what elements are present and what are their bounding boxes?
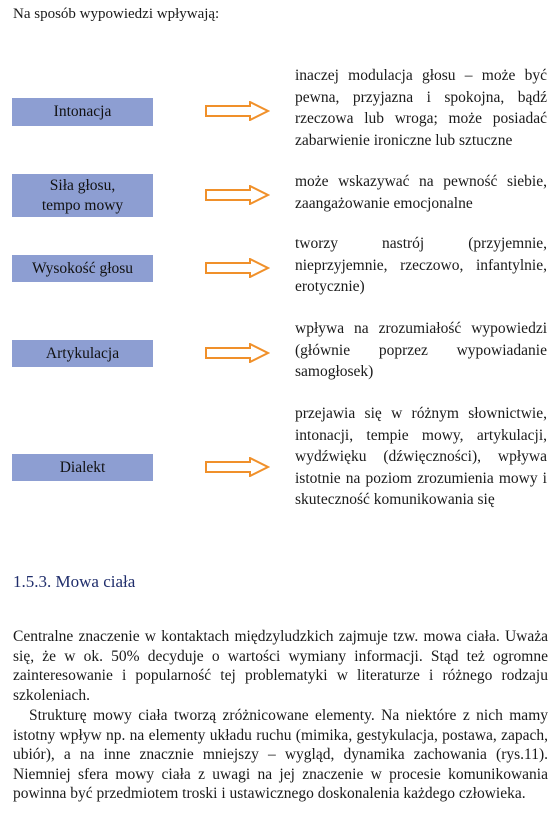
- desc-artykulacja: wpływa na zrozumiałość wypowiedzi (głównie poprzez wypowiadanie samogłosek): [295, 320, 547, 380]
- arrow-right-icon: [204, 185, 270, 205]
- intro-text: Na sposób wypowiedzi wpływają:: [13, 6, 220, 22]
- section-heading: 1.5.3. Mowa ciała: [13, 572, 136, 591]
- arrow-right-icon: [204, 101, 270, 121]
- arrow-right-icon: [204, 343, 270, 363]
- paragraph: Strukturę mowy ciała tworzą zróżnicowane elementy. Na niektóre z nich mamy istotny wpływ np. na elementy układu ruchu (mimika, gestykulacja, postawa, zapach, ubiór), a na inne znacznie mniejszy – wygląd, dynamika zachowania (rys.11). Niemniej sfera mowy ciała z uwagi na jej znaczenie w procesie komunikowania powinna być przedmiotem troski i ustawicznego doskonalenia każdego człowieka.: [13, 707, 548, 803]
- label-artykulacja: Artykulacja: [12, 340, 153, 367]
- arrow-right-icon: [204, 457, 270, 477]
- desc-sila-glosu: może wskazywać na pewność siebie, zaangażowanie emocjonalne: [295, 173, 547, 212]
- label-dialekt: Dialekt: [12, 454, 153, 481]
- label-intonacja: Intonacja: [12, 98, 153, 126]
- desc-dialekt: przejawia się w różnym słownictwie, intonacji, tempie mowy, artykulacji, wydźwięku (dźwięczności), wpływa istotnie na poziom zrozumienia mowy i skuteczność komunikowania się: [295, 405, 547, 508]
- desc-intonacja: inaczej modulacja głosu – może być pewna, przyjazna i spokojna, bądź rzeczowa lub wroga; może posiadać zabarwienie ironiczne lub sztuczne: [295, 67, 547, 149]
- desc-wysokosc-glosu: tworzy nastrój (przyjemnie, nieprzyjemnie, rzeczowo, infantylnie, erotycznie): [295, 235, 547, 295]
- label-wysokosc-glosu: Wysokość głosu: [12, 255, 153, 282]
- arrow-right-icon: [204, 258, 270, 278]
- label-sila-glosu: Siła głosu, tempo mowy: [12, 174, 153, 217]
- paragraph: Centralne znaczenie w kontaktach międzyludzkich zajmuje tzw. mowa ciała. Uważa się, że w ok. 50% decyduje o wartości wymiany informacji. Stąd też ogromne zainteresowanie i popularność tej problematyki w literaturze i różnego rodzaju szkoleniach.: [13, 628, 548, 704]
